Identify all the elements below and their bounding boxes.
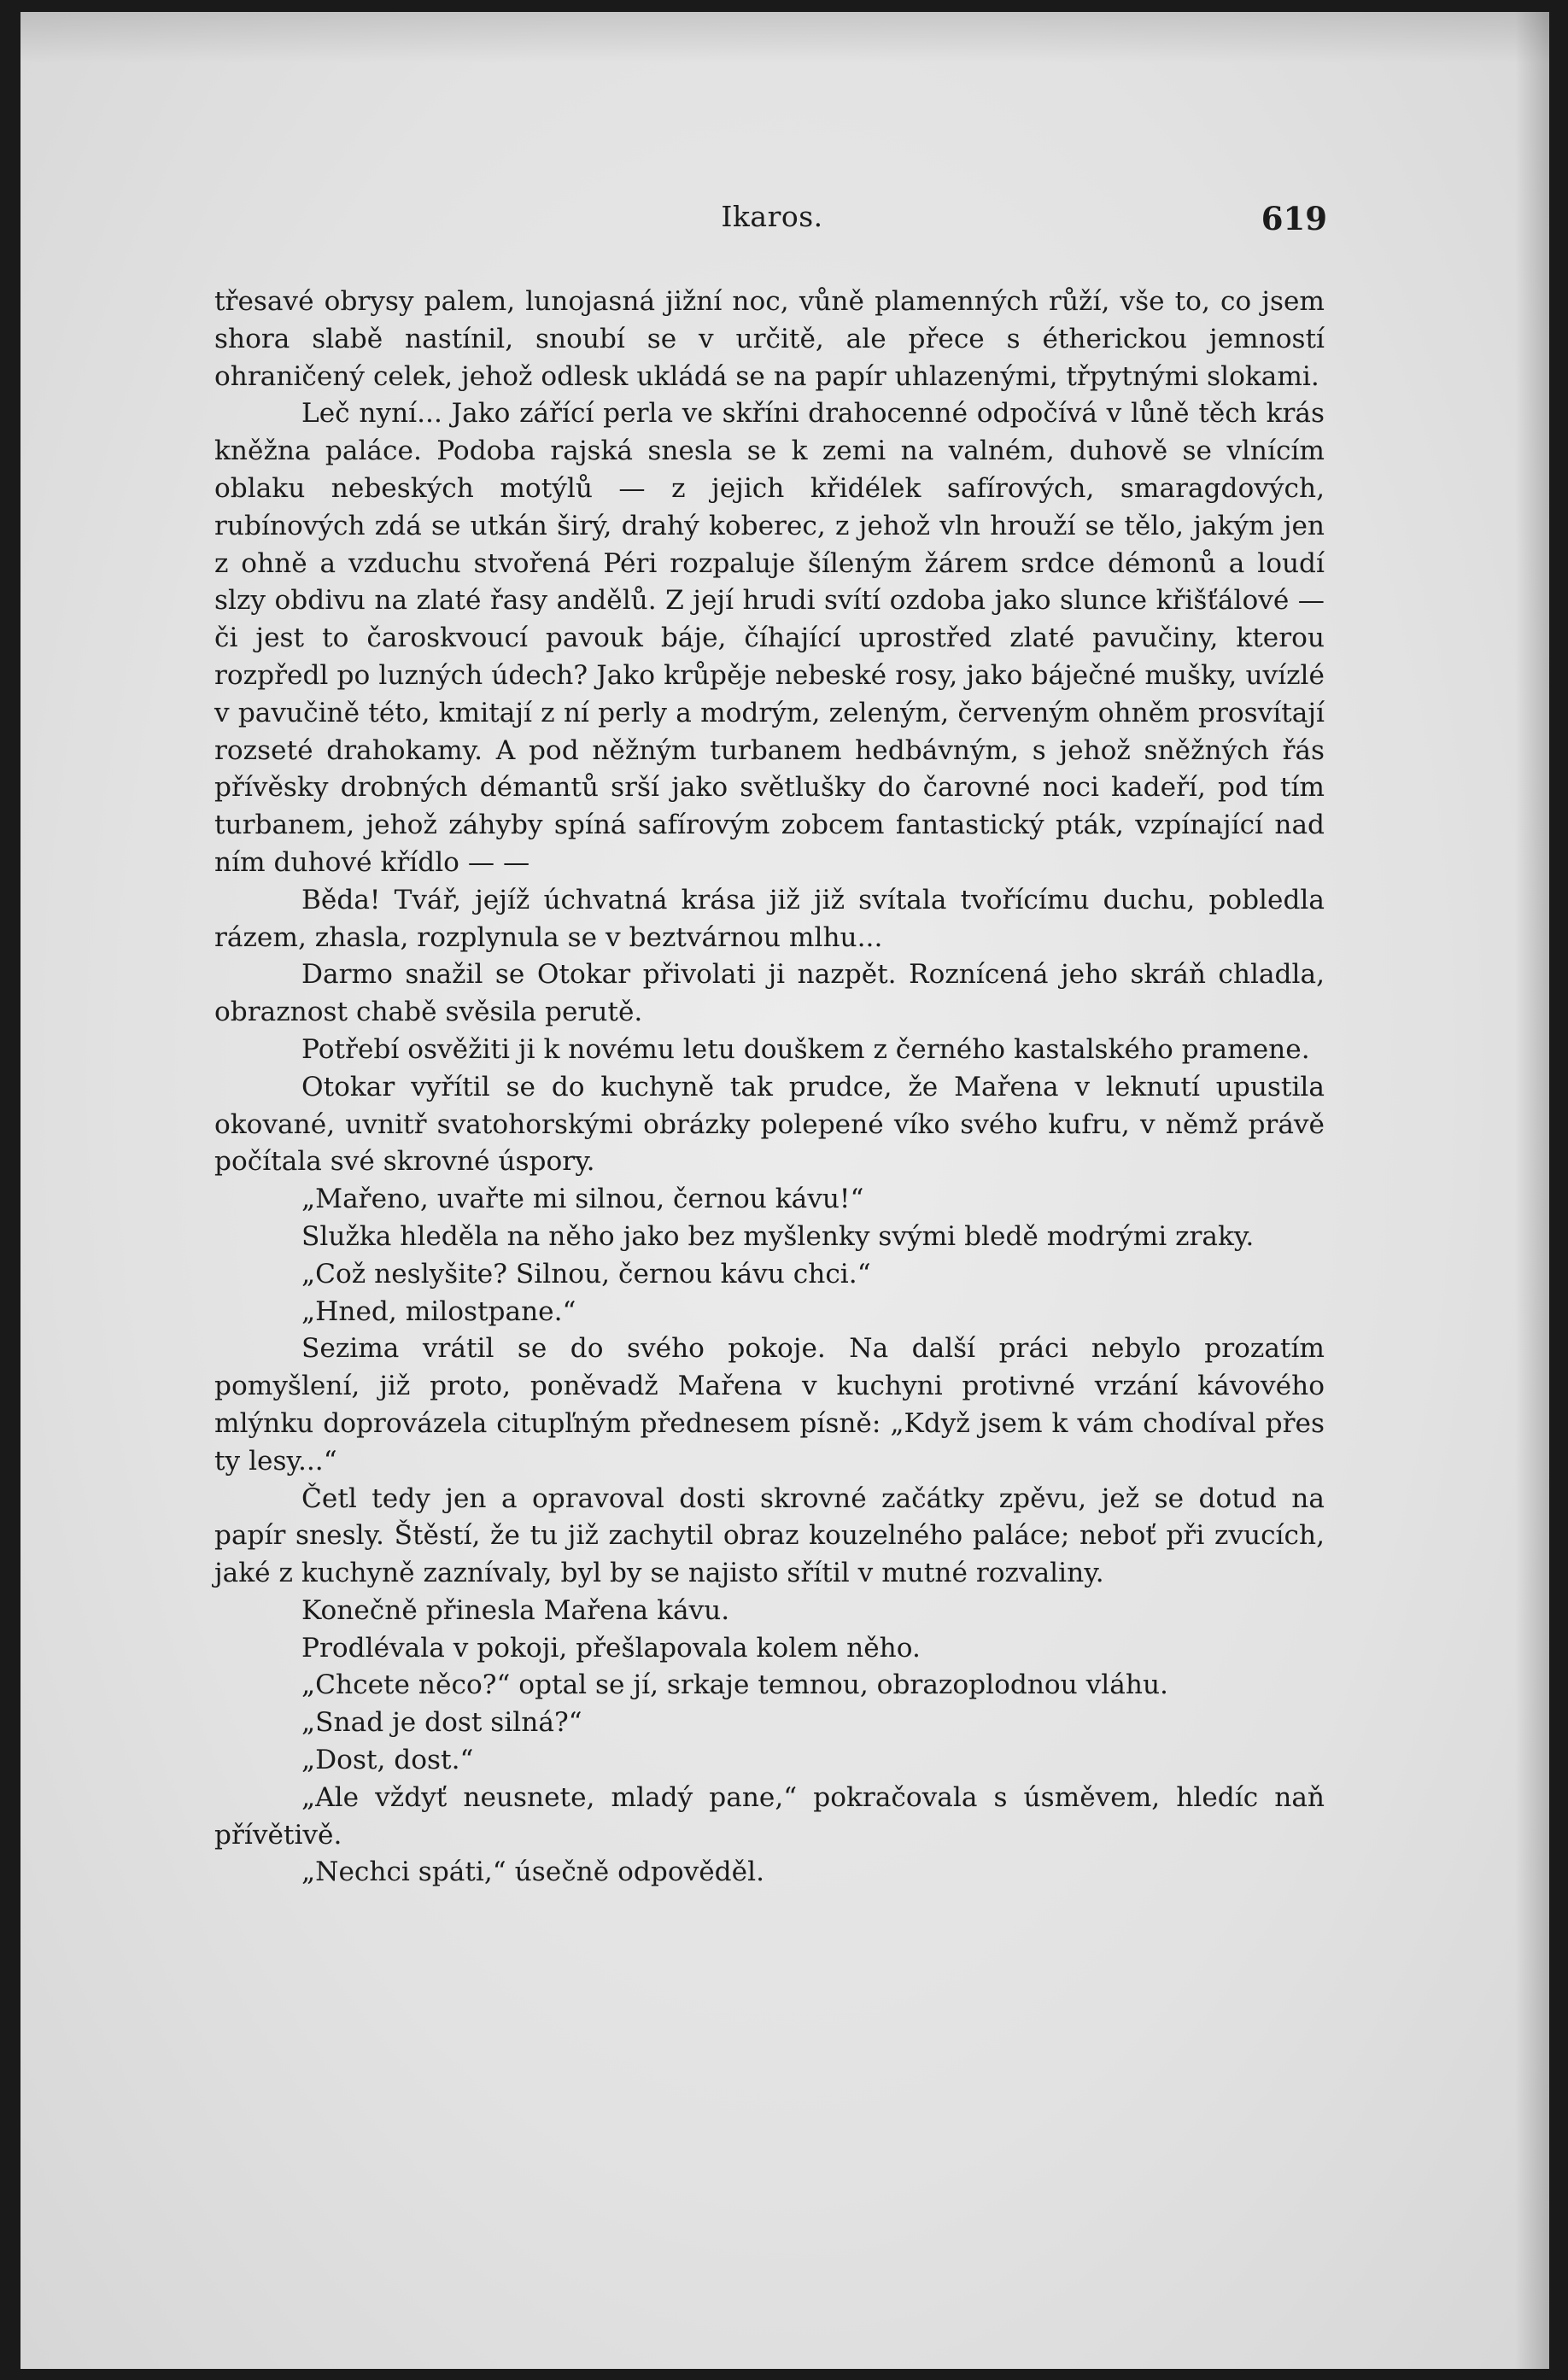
page-edge-shadow — [1515, 12, 1549, 2369]
paragraph: „Nechci spáti,“ úsečně odpověděl. — [301, 1857, 764, 1888]
paragraph: Běda! Tvář, jejíž úchvatná krása již již svítala tvořícímu duchu, pobledla rázem, zhasla, rozplynula se v beztvárnou mlhu... — [214, 884, 1325, 953]
page-number: 619 — [1261, 200, 1327, 237]
paragraph: Potřebí osvěžiti ji k novému letu douškem z černého kastalského pramene. — [301, 1033, 1310, 1065]
paragraph: Prodlévala v pokoji, přešlapovala kolem něho. — [301, 1632, 921, 1664]
paragraph: Sezima vrátil se do svého pokoje. Na další práci nebylo prozatím pomyšlení, již proto, poněvadž Mařena v kuchyni protivné vrzání kávového mlýnku doprovázela citupľným přednesem písně: „Když jsem k vám chodíval přes ty lesy...“ — [214, 1333, 1325, 1477]
paragraph: Konečně přinesla Mařena kávu. — [301, 1594, 730, 1626]
paragraph: „Ale vždyť neusnete, mladý pane,“ pokračovala s úsměvem, hledíc naň přívětivě. — [214, 1781, 1325, 1851]
book-page — [20, 12, 1549, 2369]
page-top-shadow — [20, 12, 1549, 63]
paragraph: „Mařeno, uvařte mi silnou, černou kávu!“ — [301, 1184, 864, 1215]
paragraph: Četl tedy jen a opravoval dosti skrovné začátky zpěvu, jež se dotud na papír snesly. Štěstí, že tu již zachytil obraz kouzelného paláce; neboť při zvucích, jaké z kuchyně zaznívaly, byl by se najisto sřítil v mutné rozvaliny. — [214, 1482, 1325, 1589]
page-header — [217, 200, 1327, 251]
paragraph: Otokar vyřítil se do kuchyně tak prudce, že Mařena v leknutí upustila okované, uvnitř svatohorskými obrázky polepené víko svého kufru, v němž právě počítala své skrovné úspory. — [214, 1071, 1325, 1178]
paragraph: „Hned, milostpane.“ — [301, 1295, 576, 1327]
paragraph: „Chcete něco?“ optal se jí, srkaje temnou, obrazoplodnou vláhu. — [301, 1670, 1168, 1701]
body-text — [214, 284, 1325, 1892]
paragraph: Leč nyní... Jako zářící perla ve skříni drahocenné odpočívá v lůně těch krás kněžna paláce. Podoba rajská snesla se k zemi na valném, duhově se vlnícím oblaku nebeských motýlů — z jejich křidélek safírových, smaragdových, rubínových zdá se utkán širý, drahý koberec, z jehož vln hrouží se tělo, jakým jen z ohně a vzduchu stvořená Péri rozpaluje šíleným žárem srdce démonů a loudí slzy obdivu na zlaté řasy andělů. Z její hrudi svítí ozdoba jako slunce křišťálové — či jest to čaroskvoucí pavouk báje, číhající uprostřed zlaté pavučiny, kterou rozpředl po luzných údech? Jako krůpěje nebeské rosy, jako báječné mušky, uvízlé v pavučině této, kmitají z ní perly a modrým, zeleným, červeným ohněm prosvítají rozseté drahokamy. A pod něžným turbanem hedbávným, s jehož sněžných řás přívěsky drobných démantů srší jako světlušky do čarovné noci kadeří, pod tím turbanem, jehož záhyby spíná safírovým zobcem fantastický pták, vzpínající nad ním duhové křídlo — — — [214, 398, 1325, 878]
paragraph: Darmo snažil se Otokar přivolati ji nazpět. Roznícená jeho skráň chladla, obraznost chabě svěsila perutě. — [214, 959, 1325, 1028]
paragraph: Služka hleděla na něho jako bez myšlenky svými bledě modrými zraky. — [301, 1220, 1255, 1252]
paragraph: „Což neslyšite? Silnou, černou kávu chci.“ — [301, 1258, 871, 1289]
paragraph: „Dost, dost.“ — [301, 1745, 474, 1776]
paragraph: „Snad je dost silná?“ — [301, 1707, 582, 1739]
paragraph: třesavé obrysy palem, lunojasná jižní noc, vůně plamenných růží, vše to, co jsem shora slabě nastínil, snoubí se v určitě, ale přece s étherickou jemností ohraničený celek, jehož odlesk ukládá se na papír uhlazenými, třpytnými slokami. — [214, 286, 1325, 392]
running-title: Ikaros. — [721, 200, 823, 233]
